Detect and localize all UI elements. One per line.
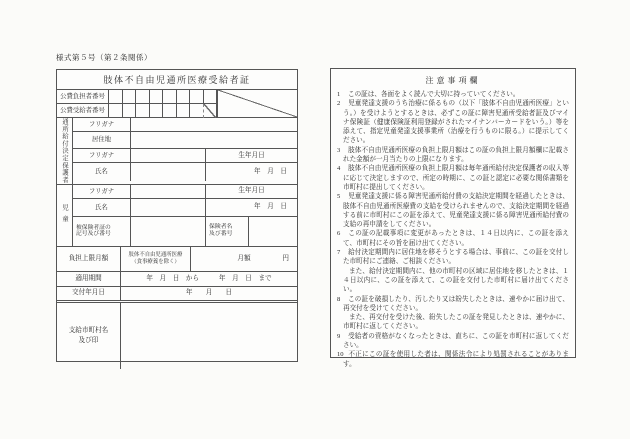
municipality-label	[57, 303, 121, 369]
note-text: 児童発達支援に係る障害児通所給付費の支給決定期間を経過したときは、肢体不自由児通所医療費の支給を受けられませんので、支給決定期間を経過する前に市町村にこの証を添えて、児童発達支援に係る障害児通所給付費の支給の再申請をしてください。	[343, 193, 569, 229]
guardian-residence-field	[131, 132, 297, 148]
note-item	[337, 332, 569, 351]
copay-scope-line2: （食事療養を除く）	[131, 258, 180, 265]
digit-box	[123, 90, 137, 103]
note-number: 8	[337, 295, 341, 303]
digit-box	[177, 104, 191, 118]
recipient-number-row	[57, 104, 217, 118]
note-text: この証の記載事項に変更があったときは、１４日以内に、この証を添えて、市町村にその旨を届け出てください。	[343, 230, 569, 247]
note-text: この証を破損したり、汚したり又は紛失したときは、速やかに届け出て、再交付を受けてください。	[343, 295, 569, 312]
insured-card-number-field	[131, 217, 206, 246]
child-birthdate-label: 生年月日	[238, 187, 265, 195]
note-number: 5	[337, 193, 341, 201]
note-number: 4	[337, 165, 341, 173]
note-text: 給付決定期間内に居住地を移そうとする場合は、事前に、この証を交付した市町村にご連絡、ご相談ください。	[343, 249, 569, 266]
note-item	[337, 248, 569, 267]
insured-card-number-label	[73, 217, 131, 246]
guardian-residence-label: 居住地	[73, 132, 131, 148]
digit-box	[163, 104, 177, 118]
guardian-furigana-field	[131, 118, 297, 131]
notes-panel	[330, 68, 576, 368]
note-text: この証は、各面をよく読んで大切に持っていてください。	[348, 91, 520, 98]
guardian-group-label: 通所給付決定保護者	[57, 118, 73, 184]
insurer-label-line2: 及び番号	[209, 231, 233, 238]
digit-box	[204, 90, 218, 103]
note-item	[337, 90, 569, 99]
copay-scope-label	[121, 247, 191, 271]
note-number: 9	[337, 332, 341, 340]
municipality-label-line1: 支給市町村名	[68, 326, 109, 334]
note-item	[337, 164, 569, 192]
payer-number-digits	[109, 90, 217, 103]
issue-date-row	[57, 287, 297, 303]
validity-period-row	[57, 272, 297, 287]
notes-title: 注意事項欄	[425, 76, 481, 85]
form-number-label: 様式第５号（第２条関係）	[56, 53, 152, 62]
municipality-row	[57, 303, 297, 369]
child-section	[57, 185, 297, 247]
guardian-name-furigana-label: フリガナ	[73, 149, 131, 162]
digit-box	[150, 90, 164, 103]
payer-number-row	[57, 90, 217, 104]
digit-box	[190, 90, 204, 103]
digit-box	[177, 90, 191, 103]
validity-period-field: 年 月 日 から 年 月 日 まで	[146, 274, 272, 282]
note-number: 7	[337, 249, 341, 257]
insurer-name-field	[249, 217, 297, 246]
note-subtext: また、給付決定期間内に、他の市町村の区域に居住地を移したときは、１４日以内に、この証を添えて、この証を交付した市町村に届け出てください。	[343, 267, 569, 294]
note-text: 児童発達支援のうち治療に係るもの（以下「肢体不自由児通所医療」という。）を受けようとするときは、必ずこの証に障害児通所受給者証及びマイナ保険証（健康保険証利用登録がされたマイナンバーカードをいう。）等を添えて、指定児童発達支援事業所（治療を行うものに限る。）に提示してください。	[343, 100, 569, 145]
note-item	[337, 295, 569, 314]
note-text: 肢体不自由児通所医療の負担上限月額はこの証の負担上限月額欄に記載された金額が一月当たりの上限になります。	[343, 146, 569, 164]
child-name-label: 氏名	[73, 199, 131, 216]
child-furigana-label: フリガナ	[73, 185, 131, 198]
guardian-name-label: 氏名	[73, 163, 131, 181]
note-text: 不正にこの証を使用した者は、関係法令により処罰されることがあります。	[343, 351, 569, 368]
digit-box	[109, 104, 123, 118]
insured-card-label-line2: 記号及び番号	[76, 231, 111, 238]
digit-box	[163, 90, 177, 103]
digit-box	[190, 104, 204, 118]
digit-box	[123, 104, 137, 118]
certificate-title: 肢体不自由児通所医療受給者証	[103, 75, 251, 85]
copay-scope-line1: 肢体不自由児通所医療	[128, 251, 183, 258]
certificate-table	[56, 69, 298, 362]
issue-date-label: 交付年月日	[57, 287, 121, 300]
yen-label: 円	[282, 254, 289, 262]
guardian-birthdate-label: 生年月日	[238, 151, 265, 159]
child-name-field	[131, 199, 206, 216]
digit-box	[136, 104, 150, 118]
child-group-label: 児童	[57, 185, 73, 246]
digit-box	[109, 90, 123, 103]
guardian-name-furigana-field	[131, 149, 206, 162]
notes-list	[337, 90, 569, 369]
struck-out-area	[217, 90, 297, 117]
guardian-furigana-label: フリガナ	[73, 118, 131, 131]
municipality-label-line2: 及び印	[78, 336, 99, 344]
insured-card-label-line1: 被保険者証の	[76, 224, 111, 231]
note-item	[337, 350, 569, 369]
public-expense-number-block	[57, 90, 297, 118]
issue-date-field: 年 月 日	[185, 289, 233, 297]
copay-amount-field	[191, 247, 297, 271]
recipient-number-digits	[109, 104, 217, 118]
note-number: 3	[337, 146, 341, 154]
digit-box	[204, 104, 218, 118]
recipient-number-label: 公費受給者番号	[57, 104, 109, 118]
payer-number-label: 公費負担者番号	[57, 90, 109, 103]
note-text: 肢体不自由児通所医療の負担上限月額は毎年通所給付決定保護者の収入等に応じて決定しますので、所定の時期に、この証と認定に必要な関係書類を市町村に提出してください。	[343, 165, 569, 191]
insurer-label-line1: 保険者名	[209, 224, 233, 231]
digit-box	[150, 104, 164, 118]
municipality-seal-field	[121, 303, 297, 369]
digit-box	[136, 90, 150, 103]
child-birthdate-field: 年 月 日	[254, 203, 287, 211]
guardian-birthdate-field: 年 月 日	[254, 168, 287, 176]
note-item	[337, 192, 569, 229]
validity-period-label: 適用期間	[57, 272, 121, 286]
copay-limit-label: 負担上限月額	[57, 247, 121, 271]
copay-limit-row	[57, 247, 297, 272]
note-item	[337, 99, 569, 145]
insurer-name-label	[206, 217, 249, 246]
note-item	[337, 229, 569, 248]
certificate-title-row	[57, 70, 297, 90]
monthly-amount-label: 月額	[237, 254, 251, 262]
note-number: 6	[337, 230, 341, 238]
child-furigana-field	[131, 185, 206, 198]
guardian-name-field	[131, 163, 206, 181]
note-number: 2	[337, 100, 341, 108]
note-item	[337, 146, 569, 165]
note-number: 1	[337, 91, 341, 98]
note-number: 10	[337, 351, 344, 359]
note-text: 受給者の資格がなくなったときは、直ちに、この証を市町村に返してください。	[343, 332, 569, 350]
note-subtext: また、再交付を受けた後、紛失したこの証を発見したときは、速やかに、市町村に返してください。	[343, 314, 569, 331]
guardian-section	[57, 118, 297, 185]
